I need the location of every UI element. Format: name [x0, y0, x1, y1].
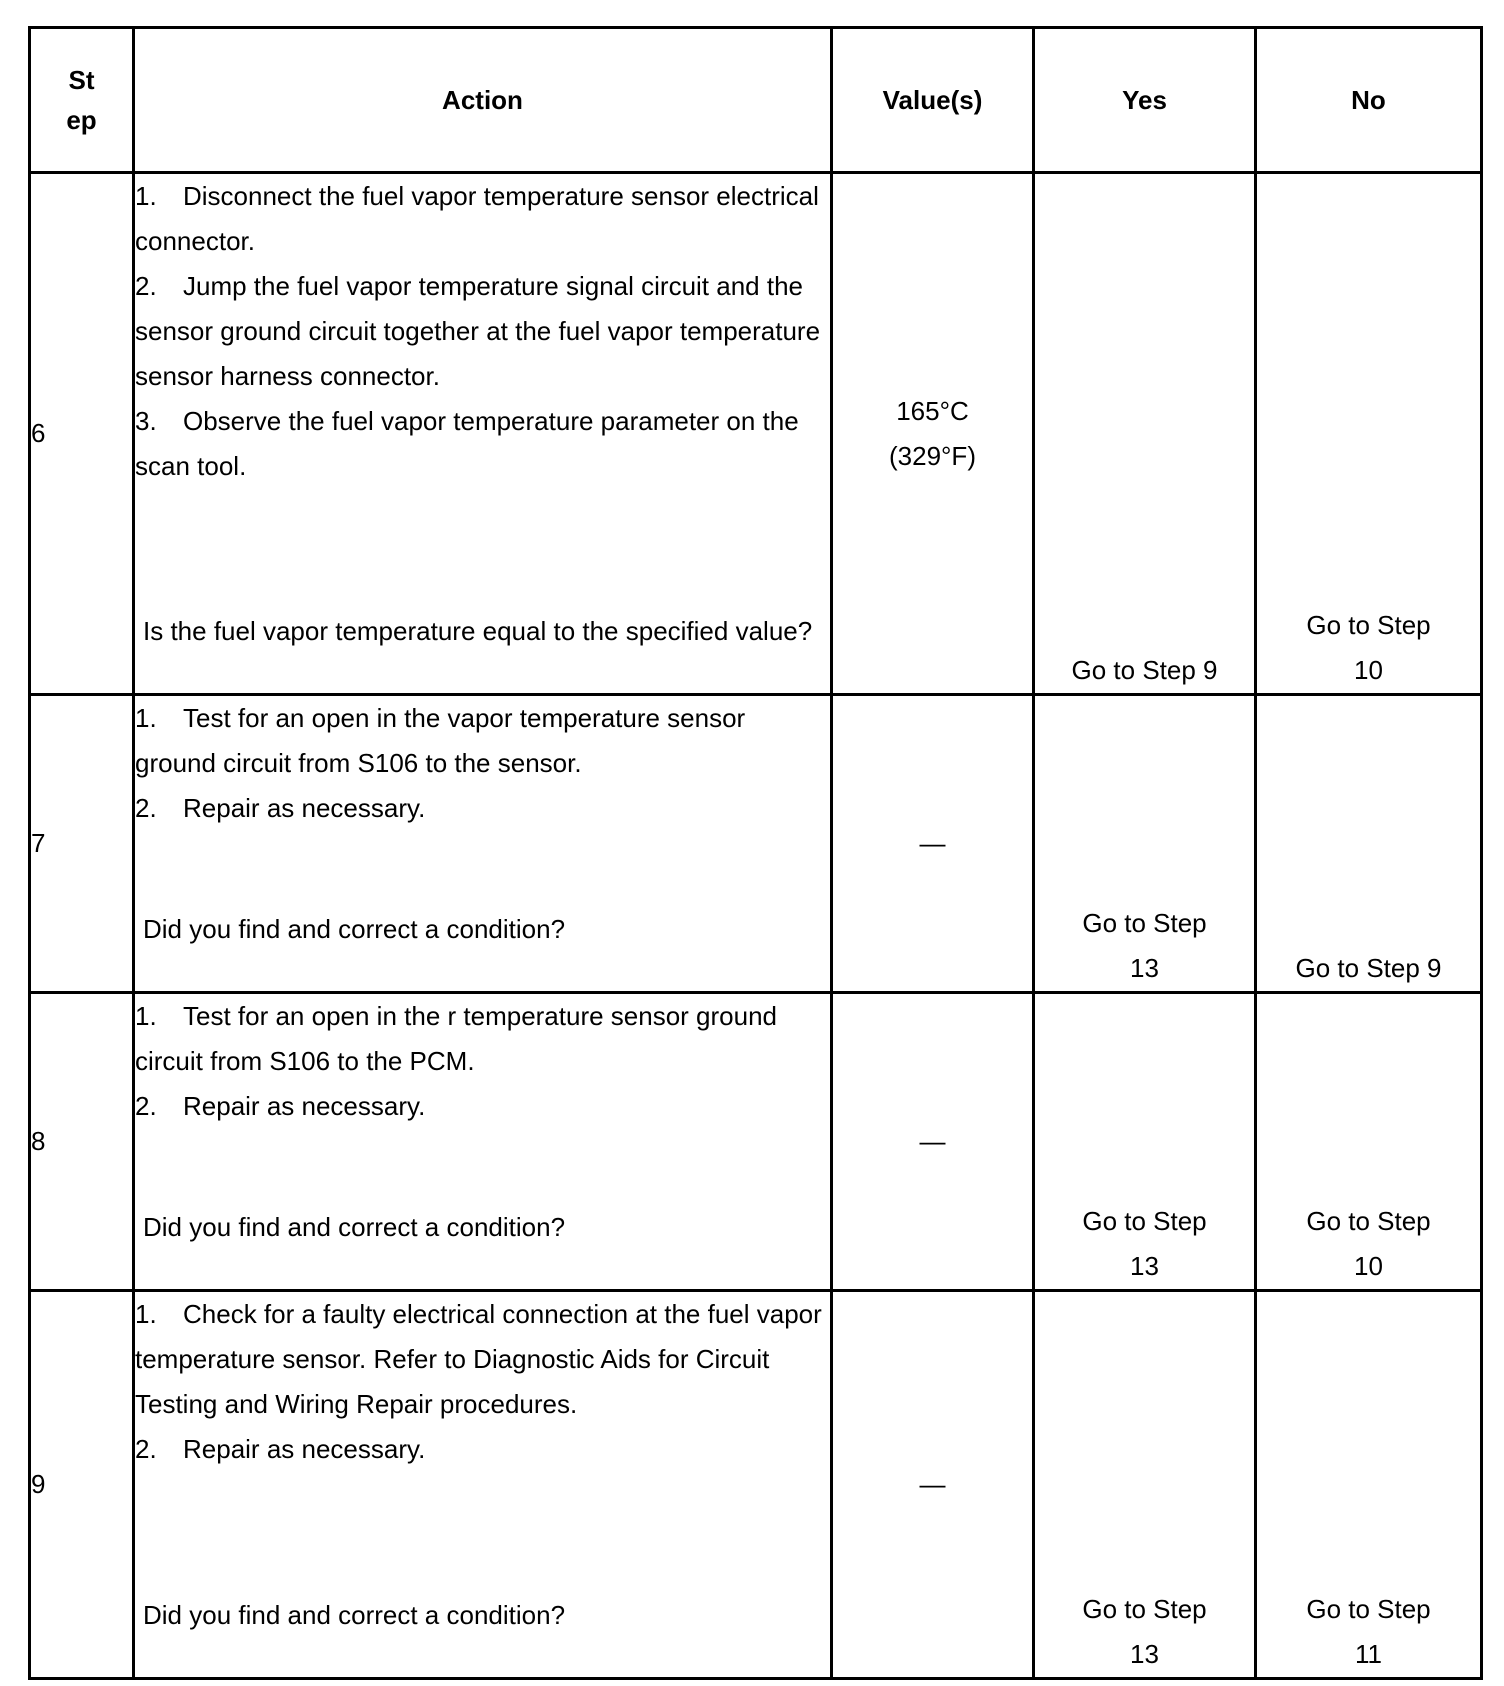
action-list	[135, 696, 830, 831]
table-row	[30, 993, 1482, 1291]
no-cell	[1256, 173, 1482, 695]
action-text: Test for an open in the vapor temperature sensor ground circuit from S106 to the sensor.	[135, 703, 746, 778]
action-item	[135, 696, 830, 786]
action-item	[135, 1427, 830, 1472]
action-number: 2.	[135, 1434, 157, 1464]
no-line1: Go to Step	[1306, 1206, 1431, 1236]
action-item	[135, 1084, 830, 1129]
yes-line1: Go to Step	[1082, 1594, 1207, 1624]
yes-line2: 13	[1130, 1639, 1159, 1669]
header-step	[30, 28, 134, 173]
action-number: 2.	[135, 793, 157, 823]
action-cell	[134, 993, 832, 1291]
action-text: Test for an open in the r temperature sensor ground circuit from S106 to the PCM.	[135, 1001, 778, 1076]
header-yes: Yes	[1034, 28, 1256, 173]
header-no: No	[1256, 28, 1482, 173]
value-cell	[832, 993, 1034, 1291]
action-text: Disconnect the fuel vapor temperature sensor electrical connector.	[135, 181, 819, 256]
action-item	[135, 994, 830, 1084]
action-cell	[134, 1291, 832, 1679]
no-line2: 11	[1355, 1639, 1382, 1669]
value-cell	[832, 173, 1034, 695]
action-number: 1.	[135, 181, 157, 211]
no-line2: 10	[1354, 1251, 1383, 1281]
diagnostic-table	[28, 26, 1483, 1680]
value-line1: 165°C	[896, 395, 969, 426]
action-question: Did you find and correct a condition?	[143, 914, 566, 944]
value-cell	[832, 1291, 1034, 1679]
no-line1: Go to Step	[1306, 1594, 1431, 1624]
yes-cell	[1034, 695, 1256, 993]
header-row	[30, 28, 1482, 173]
action-number: 2.	[135, 1091, 157, 1121]
no-line2: 10	[1354, 655, 1383, 685]
action-cell	[134, 695, 832, 993]
action-list	[135, 994, 830, 1129]
action-text: Repair as necessary.	[183, 1091, 426, 1121]
action-item	[135, 174, 830, 264]
action-question: Is the fuel vapor temperature equal to the specified value?	[143, 616, 813, 646]
yes-line1: Go to Step 9	[1071, 655, 1218, 685]
action-text: Observe the fuel vapor temperature parameter on the scan tool.	[135, 406, 799, 481]
action-number: 1.	[135, 1001, 157, 1031]
yes-cell	[1034, 993, 1256, 1291]
action-text: Jump the fuel vapor temperature signal circuit and the sensor ground circuit together at the fuel vapor temperature sensor harness connector.	[135, 271, 821, 391]
no-line1: Go to Step 9	[1295, 953, 1442, 983]
header-step-line1: St	[68, 65, 95, 95]
value-line1: —	[919, 828, 946, 858]
action-cell	[134, 173, 832, 695]
no-cell	[1256, 1291, 1482, 1679]
action-list	[135, 174, 830, 489]
action-list	[135, 1292, 830, 1472]
table-row	[30, 1291, 1482, 1679]
table-row	[30, 173, 1482, 695]
yes-cell	[1034, 173, 1256, 695]
action-item	[135, 399, 830, 489]
table-row	[30, 695, 1482, 993]
value-line1: —	[919, 1469, 946, 1499]
action-number: 1.	[135, 1299, 157, 1329]
header-action: Action	[134, 28, 832, 173]
action-number: 3.	[135, 406, 157, 436]
action-item	[135, 786, 830, 831]
no-line1: Go to Step	[1306, 610, 1431, 640]
action-item	[135, 1292, 830, 1427]
action-question: Did you find and correct a condition?	[143, 1600, 566, 1630]
action-number: 2.	[135, 271, 157, 301]
value-line2: (329°F)	[889, 440, 976, 471]
yes-cell	[1034, 1291, 1256, 1679]
yes-line1: Go to Step	[1082, 908, 1207, 938]
value-cell	[832, 695, 1034, 993]
action-item	[135, 264, 830, 399]
step-number: 8	[30, 993, 134, 1291]
no-cell	[1256, 993, 1482, 1291]
no-cell	[1256, 695, 1482, 993]
header-values: Value(s)	[832, 28, 1034, 173]
action-question: Did you find and correct a condition?	[143, 1212, 566, 1242]
header-step-line2: ep	[66, 105, 97, 135]
action-number: 1.	[135, 703, 157, 733]
action-text: Repair as necessary.	[183, 1434, 426, 1464]
action-text: Check for a faulty electrical connection at the fuel vapor temperature sensor. Refer to Diagnostic Aids for Circuit Testing and Wiring Repair procedures.	[135, 1299, 822, 1419]
step-number: 7	[30, 695, 134, 993]
value-line1: —	[919, 1126, 946, 1156]
yes-line1: Go to Step	[1082, 1206, 1207, 1236]
step-number: 6	[30, 173, 134, 695]
step-number: 9	[30, 1291, 134, 1679]
action-text: Repair as necessary.	[183, 793, 426, 823]
yes-line2: 13	[1130, 953, 1159, 983]
yes-line2: 13	[1130, 1251, 1159, 1281]
